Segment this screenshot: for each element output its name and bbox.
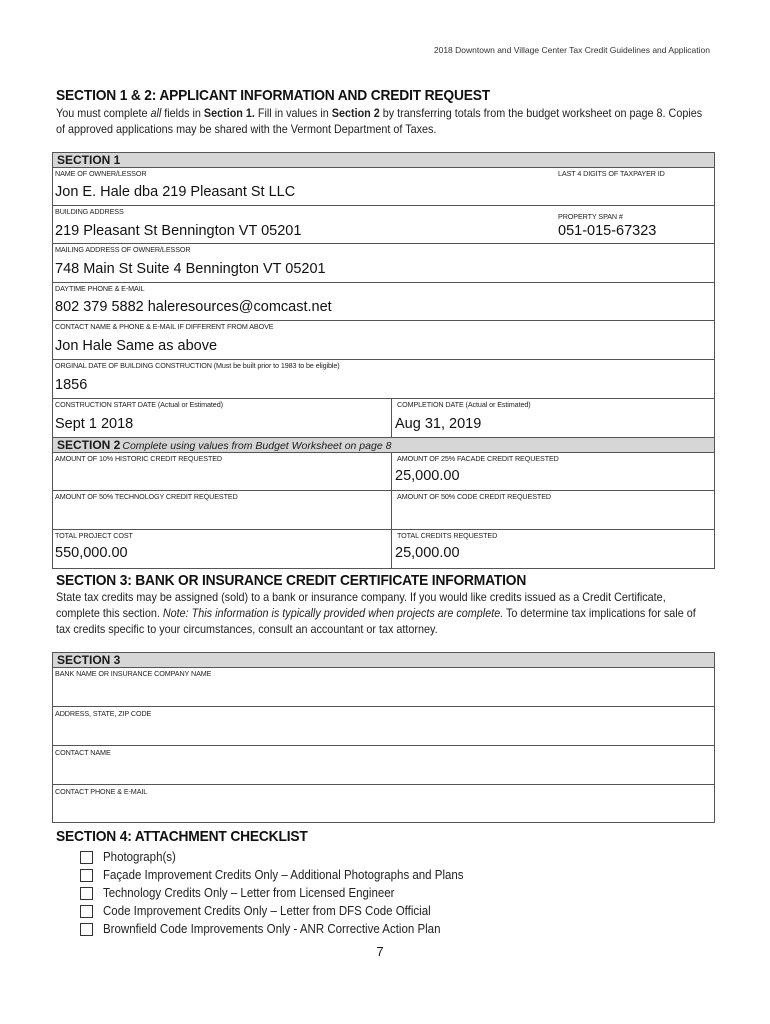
section-1-2-intro: You must complete all fields in Section 1. Fill in values in Section 2 by transferring totals from the budget worksheet on page 8. Copies of approved applications may be shared with the Vermont Department of Taxes. <box>56 106 703 136</box>
orig-date-row <box>53 360 714 399</box>
credit-row-2 <box>53 491 714 530</box>
section-3-bar: SECTION 3 <box>53 653 714 668</box>
checkbox[interactable] <box>80 905 93 918</box>
property-span-label: PROPERTY SPAN # <box>558 212 623 221</box>
phone-row <box>53 283 714 321</box>
facade-credit-field[interactable] <box>393 453 714 490</box>
construction-start-label: CONSTRUCTION START DATE (Actual or Estimated) <box>55 400 223 409</box>
dates-row <box>53 399 714 438</box>
historic-credit-label: AMOUNT OF 10% HISTORIC CREDIT REQUESTED <box>55 454 223 463</box>
project-cost-label: TOTAL PROJECT COST <box>55 531 133 540</box>
completion-date-field[interactable] <box>393 399 714 437</box>
contact-phone-row <box>53 785 714 822</box>
completion-date-label: COMPLETION DATE (Actual or Estimated) <box>397 400 531 409</box>
mailing-address-label: MAILING ADDRESS OF OWNER/LESSOR <box>55 245 191 254</box>
property-span-field[interactable] <box>556 206 714 243</box>
total-credits-field[interactable] <box>393 530 714 568</box>
facade-credit-label: AMOUNT OF 25% FACADE CREDIT REQUESTED <box>397 454 559 463</box>
completion-date-value: Aug 31, 2019 <box>395 416 482 432</box>
totals-row <box>53 530 714 568</box>
bank-name-label: BANK NAME OR INSURANCE COMPANY NAME <box>55 669 212 678</box>
checklist-item-facade[interactable] <box>80 866 495 884</box>
historic-credit-field[interactable] <box>53 453 391 490</box>
mailing-address-value: 748 Main St Suite 4 Bennington VT 05201 <box>55 261 326 277</box>
checklist-label: Façade Improvement Credits Only – Additional Photographs and Plans <box>103 868 464 882</box>
contact-row <box>53 321 714 360</box>
facade-credit-value: 25,000.00 <box>395 468 460 484</box>
credit-row-1 <box>53 453 714 491</box>
technology-credit-label: AMOUNT OF 50% TECHNOLOGY CREDIT REQUESTED <box>55 492 238 501</box>
checkbox[interactable] <box>80 923 93 936</box>
section-1-bar: SECTION 1 <box>53 153 714 168</box>
section-1-2-heading: SECTION 1 & 2: APPLICANT INFORMATION AND CREDIT REQUEST <box>56 87 491 104</box>
section-4-heading: SECTION 4: ATTACHMENT CHECKLIST <box>56 828 308 845</box>
checklist-item-technology[interactable] <box>80 884 495 902</box>
building-address-label: BUILDING ADDRESS <box>55 207 124 216</box>
owner-name-label: NAME OF OWNER/LESSOR <box>55 169 147 178</box>
taxpayer-id-field[interactable] <box>556 168 714 205</box>
bank-row <box>53 668 714 707</box>
orig-date-value: 1856 <box>55 377 88 393</box>
checkbox[interactable] <box>80 887 93 900</box>
checklist-label: Photograph(s) <box>103 850 176 864</box>
bank-address-label: ADDRESS, STATE, ZIP CODE <box>55 709 152 718</box>
mailing-address-field[interactable] <box>53 244 714 282</box>
address-row <box>53 707 714 746</box>
attachment-checklist <box>80 848 495 938</box>
owner-name-field[interactable] <box>53 168 553 205</box>
page-number: 7 <box>376 944 384 959</box>
owner-row <box>53 168 714 206</box>
checklist-item-photographs[interactable] <box>80 848 495 866</box>
orig-date-label: ORGINAL DATE OF BUILDING CONSTRUCTION (Must be built prior to 1983 to be eligible) <box>55 361 340 370</box>
property-span-value: 051-015-67323 <box>558 223 657 239</box>
daytime-phone-label: DAYTIME PHONE & E-MAIL <box>55 284 145 293</box>
mailing-row <box>53 244 714 283</box>
code-credit-label: AMOUNT OF 50% CODE CREDIT REQUESTED <box>397 492 551 501</box>
contact-field[interactable] <box>53 321 714 359</box>
section-2-bar: SECTION 2 Complete using values from Budget Worksheet on page 8 <box>53 438 714 453</box>
contact-label: CONTACT NAME & PHONE & E-MAIL IF DIFFERENT FROM ABOVE <box>55 322 274 331</box>
contact-name-row <box>53 746 714 785</box>
building-row <box>53 206 714 244</box>
running-header: 2018 Downtown and Village Center Tax Credit Guidelines and Application <box>433 45 710 55</box>
section-1-form <box>52 152 715 569</box>
section-3-intro: State tax credits may be assigned (sold) to a bank or insurance company. If you would like credits issued as a Credit Certificate, complete this section. Note: This information is typically provided when projects are complete. To determine tax implications for sale of tax credits specific to your circumstances, consult an accountant or tax attorney. <box>56 590 696 636</box>
building-address-value: 219 Pleasant St Bennington VT 05201 <box>55 223 302 239</box>
orig-date-field[interactable] <box>53 360 714 398</box>
project-cost-field[interactable] <box>53 530 391 568</box>
bank-contact-label: CONTACT NAME <box>55 748 111 757</box>
checklist-item-code[interactable] <box>80 902 495 920</box>
checklist-label: Code Improvement Credits Only – Letter from DFS Code Official <box>103 904 431 918</box>
project-cost-value: 550,000.00 <box>55 545 128 561</box>
code-credit-field[interactable] <box>393 491 714 529</box>
technology-credit-field[interactable] <box>53 491 391 529</box>
daytime-phone-field[interactable] <box>53 283 714 320</box>
daytime-phone-value: 802 379 5882 haleresources@comcast.net <box>55 299 332 315</box>
bank-contact-field[interactable] <box>53 746 714 784</box>
contact-value: Jon Hale Same as above <box>55 338 218 354</box>
bank-phone-label: CONTACT PHONE & E-MAIL <box>55 787 148 796</box>
section-3-form <box>52 652 715 823</box>
bank-address-field[interactable] <box>53 707 714 745</box>
owner-name-value: Jon E. Hale dba 219 Pleasant St LLC <box>55 184 296 200</box>
checkbox[interactable] <box>80 851 93 864</box>
building-address-field[interactable] <box>53 206 553 243</box>
bank-phone-field[interactable] <box>53 785 714 822</box>
construction-start-value: Sept 1 2018 <box>55 416 134 432</box>
section-3-heading: SECTION 3: BANK OR INSURANCE CREDIT CERTIFICATE INFORMATION <box>56 572 527 589</box>
checklist-item-brownfield[interactable] <box>80 920 495 938</box>
checklist-label: Brownfield Code Improvements Only - ANR Corrective Action Plan <box>103 922 441 936</box>
taxpayer-id-label: LAST 4 DIGITS OF TAXPAYER ID <box>558 169 665 178</box>
construction-start-field[interactable] <box>53 399 391 437</box>
checkbox[interactable] <box>80 869 93 882</box>
total-credits-value: 25,000.00 <box>395 545 460 561</box>
bank-name-field[interactable] <box>53 668 714 706</box>
total-credits-label: TOTAL CREDITS REQUESTED <box>397 531 498 540</box>
checklist-label: Technology Credits Only – Letter from Licensed Engineer <box>103 886 395 900</box>
